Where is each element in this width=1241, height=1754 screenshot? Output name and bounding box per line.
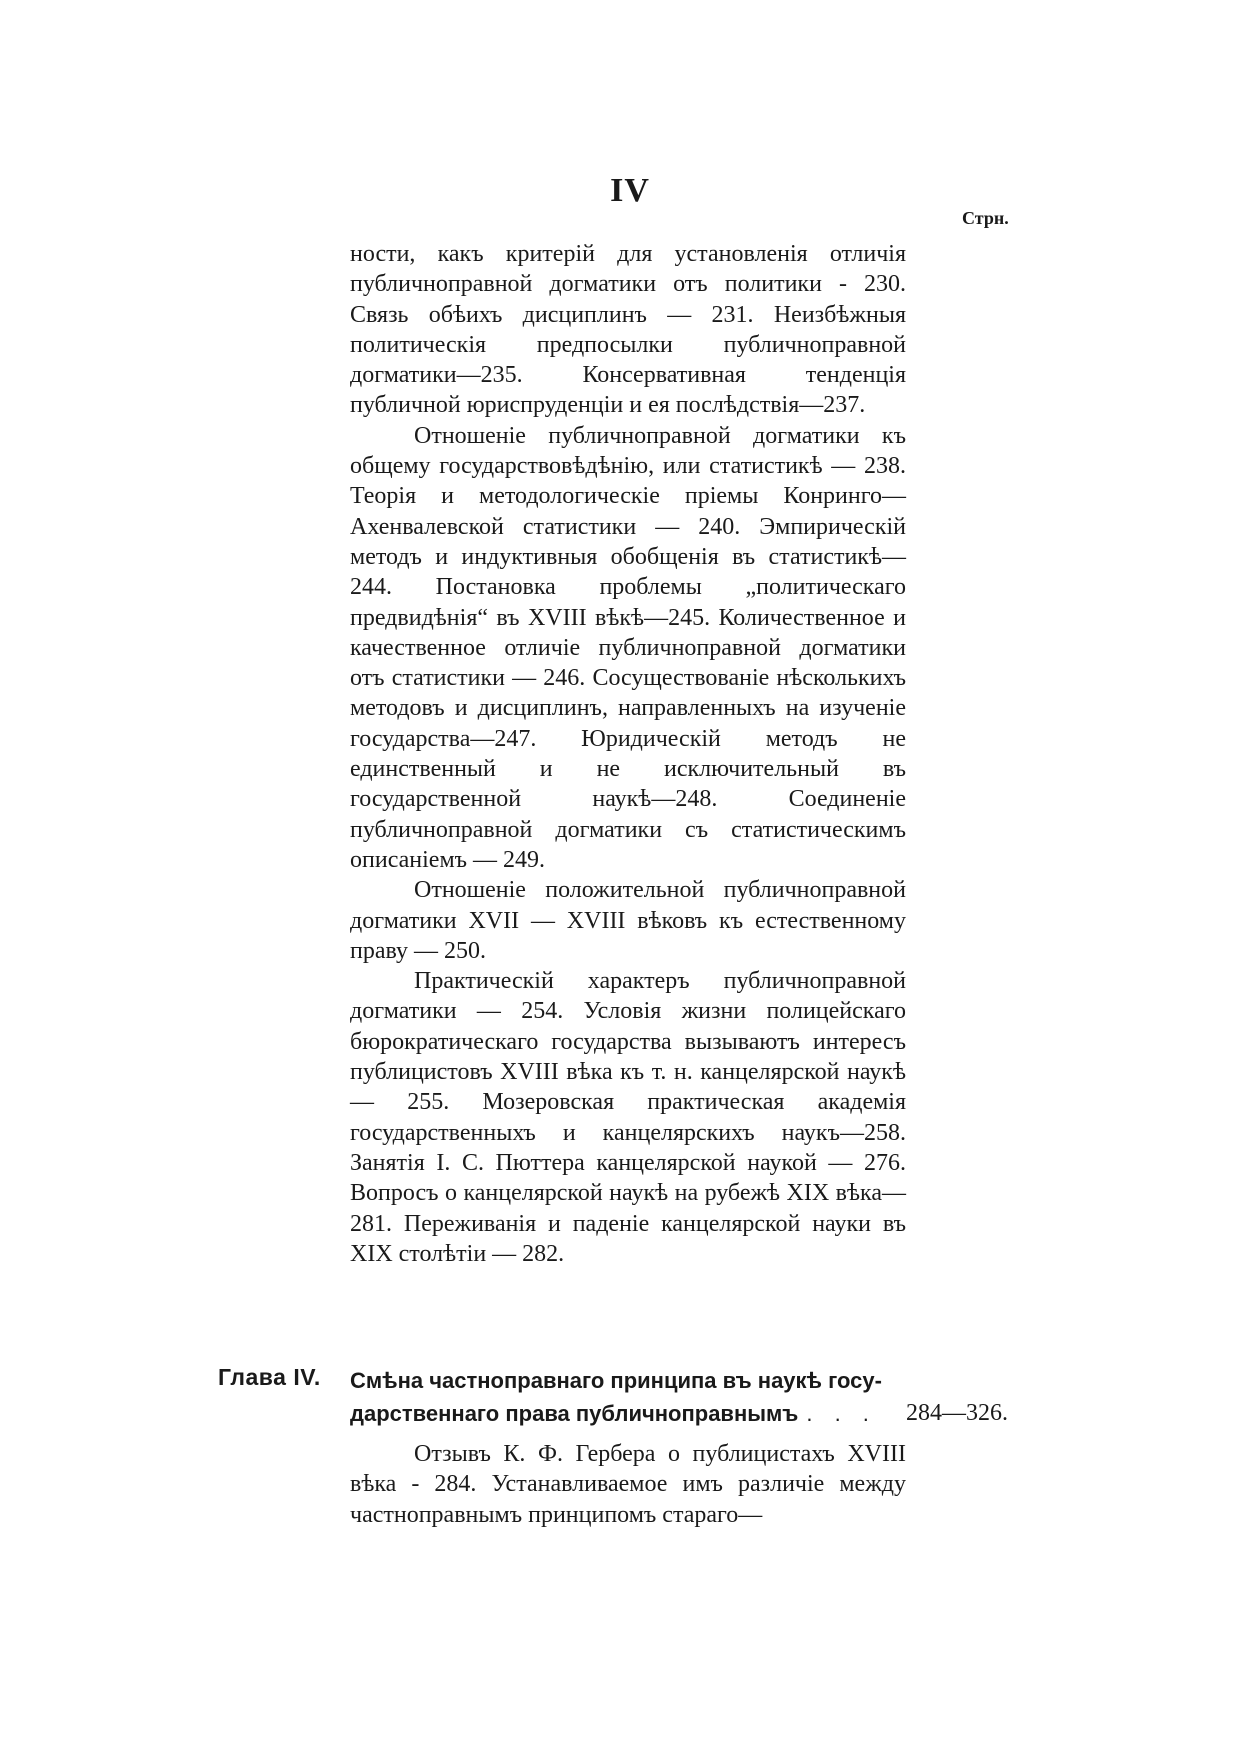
contents-paragraph: Отношеніе публичноправной догматики къ общему государствовѣдѣнію, или статистикѣ — 238. Теорія и методологическіе пріемы Конринго—Ахенвалевской статистики — 240. Эмпирическій методъ и индуктивныя обобщенія въ статистикѣ—244. Постановка проблемы „политическаго предвидѣнія“ въ XVIII вѣкѣ—245. Количественное и качественное отличіе публичноправной догматики отъ статистики — 246. Сосуществованіе нѣсколькихъ методовъ и дисциплинъ, направленныхъ на изученіе государства—247. Юридическій методъ не единственный и не исключительный въ государственной наукѣ—248. Соединеніе публичноправной догматики съ статистическимъ описаніемъ — 249. bbox=[350, 422, 906, 873]
dot-leaders: . . . bbox=[806, 1401, 877, 1426]
page-number: IV bbox=[610, 172, 650, 209]
chapter-title-line: дарственнаго права публичноправнымъ . . . bbox=[350, 1401, 877, 1426]
chapter-title bbox=[350, 1364, 910, 1430]
pages-column-heading: Стрн. bbox=[962, 208, 1009, 228]
contents-entries bbox=[350, 239, 906, 1269]
contents-paragraph: ности, какъ критерій для установленія отличія публичноправной догматики отъ политики - 230. Связь обѣихъ дисциплинъ — 231. Неизбѣжныя политическія предпосылки публичноправной догматики—235. Консервативная тенденція публичной юриспруденціи и ея послѣдствія—237. bbox=[350, 241, 906, 419]
chapter-title-line: Смѣна частноправнаго принципа въ наукѣ госу- bbox=[350, 1368, 882, 1393]
chapter-label: Глава IV. bbox=[218, 1364, 321, 1390]
contents-paragraph: Отношеніе положительной публичноправной догматики XVII — XVIII вѣковъ къ естественному праву — 250. bbox=[350, 877, 906, 964]
contents-paragraph: Отзывъ К. Ф. Гербера о публицистахъ XVIII вѣка - 284. Устанавливаемое имъ различіе между частноправнымъ принципомъ стараго— bbox=[350, 1441, 906, 1528]
contents-paragraph: Практическій характеръ публичноправной догматики — 254. Условія жизни полицейскаго бюрократическаго государства вызываютъ интересъ публицистовъ XVIII вѣка къ т. н. канцелярской наукѣ — 255. Мозеровская практическая академія государственныхъ и канцелярскихъ наукъ—258. Занятія І. С. Пюттера канцелярской наукой — 276. Вопросъ о канцелярской наукѣ на рубежѣ XIX вѣка—281. Переживанія и паденіе канцелярской науки въ XIX столѣтіи — 282. bbox=[350, 968, 906, 1267]
chapter-page-range: 284—326. bbox=[906, 1400, 1008, 1426]
chapter-summary bbox=[350, 1439, 906, 1530]
